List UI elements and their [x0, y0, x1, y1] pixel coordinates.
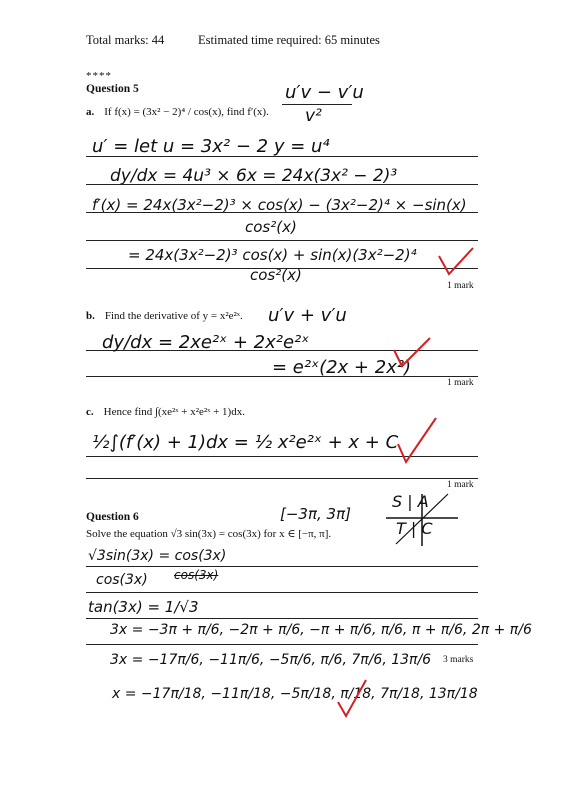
hw-divide-left: cos(3x) [96, 572, 148, 588]
hw-let-u: u′ = let u = 3x² − 2 y = u⁴ [92, 136, 330, 157]
hw-quotient-rule: u′v − v′u [285, 82, 364, 103]
hw-3x-general: 3x = −3π + π/6, −2π + π/6, −π + π/6, π/6, π + π/6, 2π + π/6 [110, 622, 532, 638]
hw-product-rule: u′v + v′u [268, 305, 347, 326]
q5a-marks: 1 mark [447, 281, 474, 291]
hw-quotient-bar [282, 104, 352, 105]
answer-line [86, 240, 478, 241]
q5b-question: Find the derivative of y = x²e²ˣ. [104, 310, 243, 322]
q6-question: Solve the equation √3 sin(3x) = cos(3x) for x ∈ [−π, π]. [86, 528, 332, 540]
check-mark-icon [437, 248, 477, 278]
hw-derivative-b-factored: = e²ˣ(2x + 2x²) [272, 357, 412, 378]
q5a-question: If f(x) = (3x² − 2)⁴ / cos(x), find f′(x). [104, 106, 269, 118]
q5a-text [86, 106, 269, 118]
q5c-label: c. [86, 406, 94, 418]
check-mark-icon [392, 338, 432, 370]
q5c-question: Hence find ∫(xe²ˣ + x²e²ˣ + 1)dx. [103, 406, 245, 418]
hw-interval: [−3π, 3π] [280, 505, 351, 523]
hw-fprime-simplified: = 24x(3x²−2)³ cos(x) + sin(x)(3x²−2)⁴ [128, 246, 417, 264]
total-marks: Total marks: 44 [86, 33, 165, 47]
check-mark-icon [396, 418, 438, 464]
hw-3x-values: 3x = −17π/6, −11π/6, −5π/6, π/6, 7π/6, 13π/6 [110, 652, 432, 668]
hw-fprime-denominator: cos²(x) [245, 218, 297, 236]
hw-dy-dx: dy/dx = 4u³ × 6x = 24x(3x² − 2)³ [110, 166, 398, 186]
hw-fprime-numerator: f′(x) = 24x(3x²−2)³ × cos(x) − (3x²−2)⁴ × −sin(x) [92, 196, 467, 214]
answer-line [86, 618, 478, 619]
answer-line [86, 644, 478, 645]
hw-cast-top: S | A [392, 492, 429, 511]
q5c-text [86, 406, 245, 418]
hw-tan: tan(3x) = 1/√3 [88, 598, 199, 616]
hw-cast-bottom: T | C [396, 519, 433, 538]
hw-integral: ½∫(f′(x) + 1)dx = ½ x²e²ˣ + x + C [92, 432, 399, 453]
q5b-text [86, 310, 243, 322]
hw-x-values: x = −17π/18, −11π/18, −5π/18, π/18, 7π/18, 13π/18 [112, 686, 478, 702]
q5b-marks: 1 mark [447, 378, 474, 388]
answer-line [86, 566, 478, 567]
hw-quotient-denominator: v² [305, 106, 322, 126]
estimated-time: Estimated time required: 65 minutes [198, 33, 380, 47]
hw-divide-right: cos(3x) [174, 568, 219, 582]
hw-equation: √3sin(3x) = cos(3x) [88, 548, 227, 564]
answer-line [86, 592, 478, 593]
hw-derivative-b: dy/dx = 2xe²ˣ + 2x²e²ˣ [102, 332, 310, 353]
check-mark-icon [336, 680, 368, 720]
question-5-title: Question 5 [86, 83, 139, 95]
q5b-label: b. [86, 310, 95, 322]
q6-marks: 3 marks [443, 655, 474, 665]
hw-fprime-simplified-denominator: cos²(x) [250, 266, 302, 284]
question-6-title: Question 6 [86, 511, 139, 523]
q5c-marks: 1 mark [447, 480, 474, 490]
q5a-label: a. [86, 106, 95, 118]
stars: **** [86, 70, 112, 82]
answer-line [86, 478, 478, 479]
